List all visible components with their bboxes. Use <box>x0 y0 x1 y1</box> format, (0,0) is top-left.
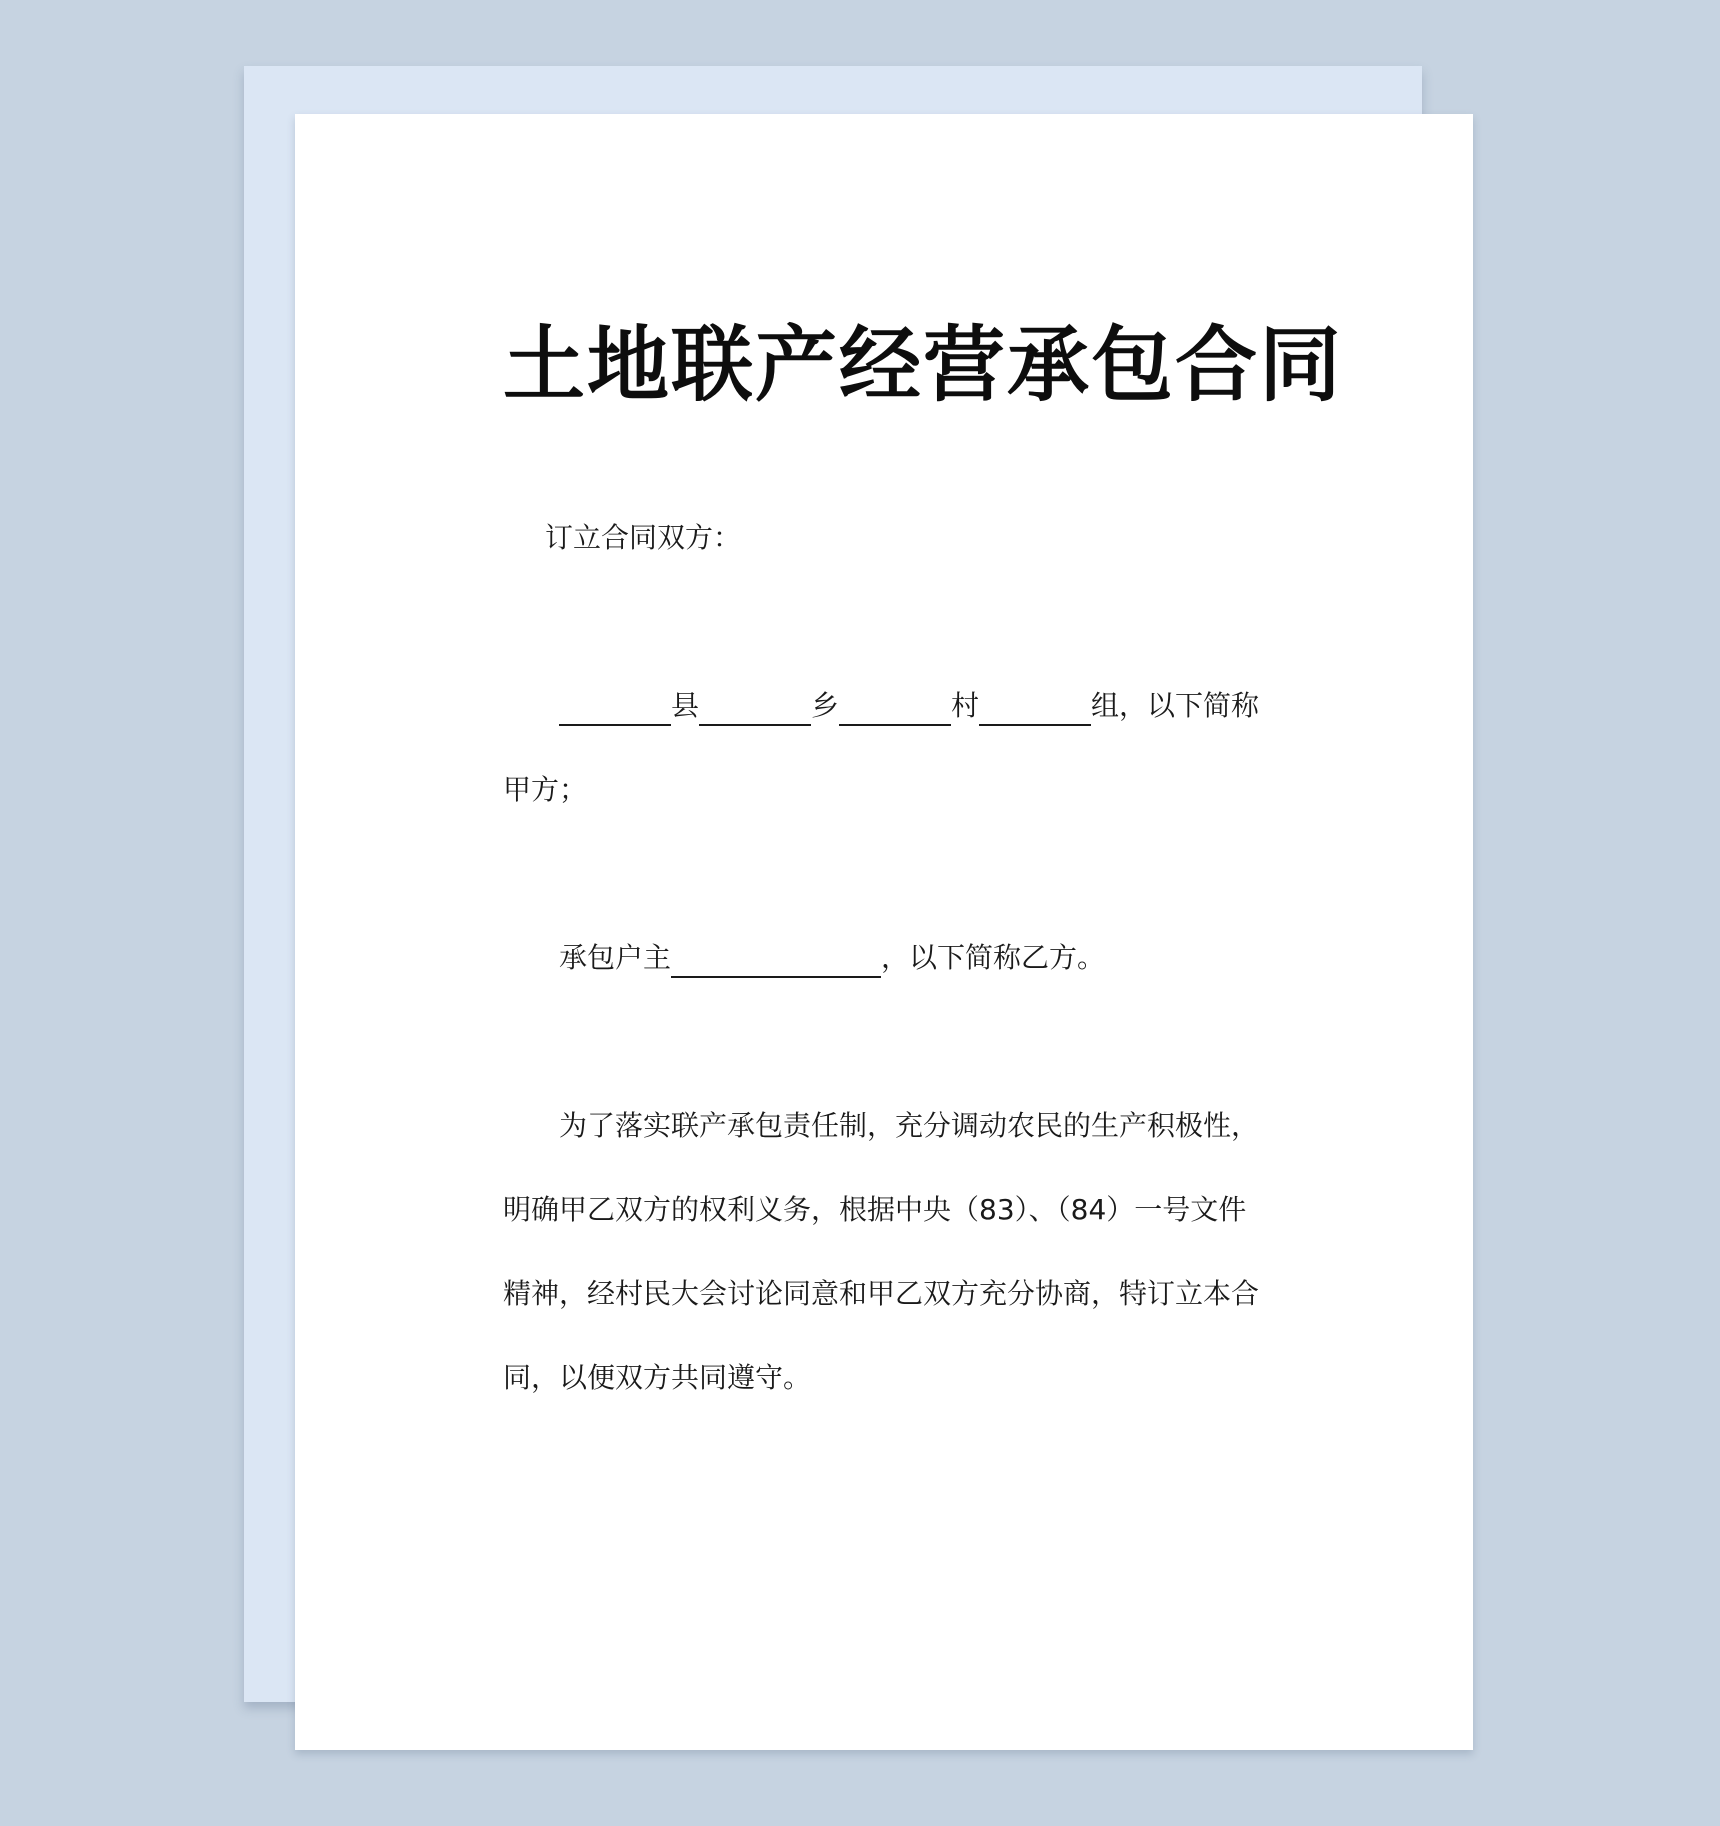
party-b-suffix: ，以下简称乙方。 <box>881 941 1106 974</box>
contractor-label: 承包户主 <box>559 941 672 974</box>
purpose-paragraph-line: 精神，经村民大会讨论同意和甲乙双方充分协商，特订立本合 <box>503 1277 1260 1310</box>
party-a-continuation: 甲方； <box>503 773 588 806</box>
group-blank[interactable] <box>979 692 1091 726</box>
party-b-line <box>559 938 1105 978</box>
purpose-paragraph-line: 为了落实联产承包责任制，充分调动农民的生产积极性， <box>559 1109 1260 1142</box>
township-label: 乡 <box>811 689 840 722</box>
document-page <box>295 114 1473 1750</box>
parties-heading: 订立合同双方： <box>545 521 742 554</box>
purpose-paragraph-line: 同，以便双方共同遵守。 <box>503 1361 812 1394</box>
contractor-name-blank[interactable] <box>671 944 881 978</box>
township-blank[interactable] <box>699 692 811 726</box>
county-blank[interactable] <box>559 692 671 726</box>
county-label: 县 <box>671 689 700 722</box>
group-label: 组，以下简称 <box>1091 689 1260 722</box>
purpose-paragraph-line: 明确甲乙双方的权利义务，根据中央（83）、（84）一号文件 <box>503 1193 1247 1226</box>
village-blank[interactable] <box>839 692 951 726</box>
contract-title: 土地联产经营承包合同 <box>503 318 1344 413</box>
village-label: 村 <box>951 689 980 722</box>
party-a-line <box>559 686 1259 726</box>
